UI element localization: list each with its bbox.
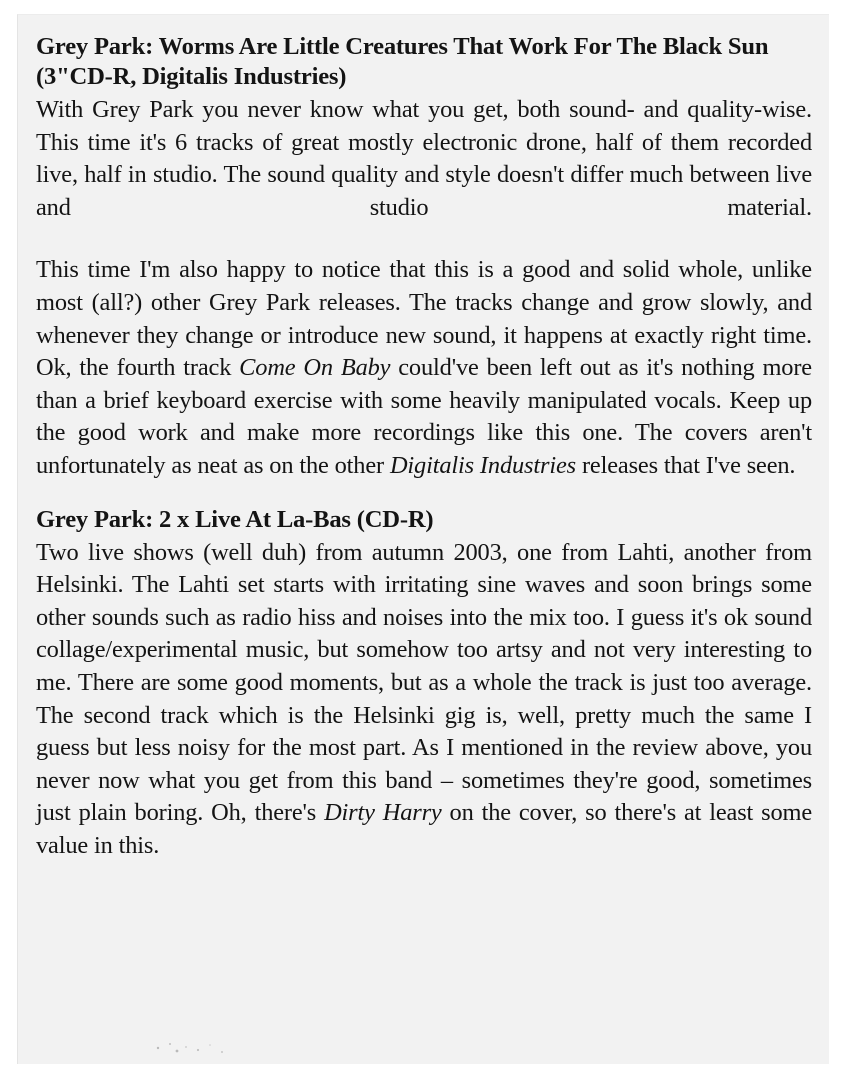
track-title-come-on-baby: Come On Baby (239, 354, 391, 382)
review-paragraph (36, 254, 812, 482)
text-run: on the cover, so there's at least some value in this. (36, 799, 812, 859)
label-name-digitalis-industries: Digitalis Industries (389, 451, 576, 479)
scan-noise-speck (150, 1038, 240, 1058)
review-worms-are-little-creatures (36, 32, 812, 483)
text-run: This time I'm also happy to notice that this is a good and solid whole, unlike most (all?) other Grey Park releases. The tracks change and grow slowly, and whenever they change or introduce new sound, it happens at exactly right time. Ok, the fourth track (36, 256, 812, 382)
film-title-dirty-harry: Dirty Harry (324, 799, 442, 827)
text-run: could've been left out as it's nothing more than a brief keyboard exercise with some heavily manipulated vocals. Keep up the good work and make more recordings like this one. The covers aren't unfortunately as neat as on the other (36, 354, 812, 479)
review-title: Grey Park: 2 x Live At La-Bas (CD-R) (36, 505, 434, 533)
document-page (36, 32, 812, 862)
review-paragraph (36, 537, 812, 863)
text-run: Two live shows (well duh) from autumn 2003, one from Lahti, another from Helsinki. The Lahti set starts with irritating sine waves and soon brings some other sounds such as radio hiss and noises into the mix too. I guess it's ok sound collage/experimental music, but somehow too artsy and not very interesting to me. There are some good moments, but as a whole the track is just too average. The second track which is the Helsinki gig is, well, pretty much the same I guess but less noisy for the most part. As I mentioned in the review above, you never now what you get from this band – sometimes they're good, sometimes just plain boring. Oh, there's (36, 538, 812, 827)
text-run: releases that I've seen. (576, 451, 796, 479)
review-title: Grey Park: Worms Are Little Creatures That Work For The Black Sun (3"CD-R, Digitalis Industries) (36, 33, 769, 90)
review-live-at-la-bas (36, 505, 812, 863)
review-paragraph: With Grey Park you never know what you get, both sound- and quality-wise. This time it's 6 tracks of great mostly electronic drone, half of them recorded live, half in studio. The sound quality and style doesn't differ much between live and studio material. (36, 96, 812, 221)
